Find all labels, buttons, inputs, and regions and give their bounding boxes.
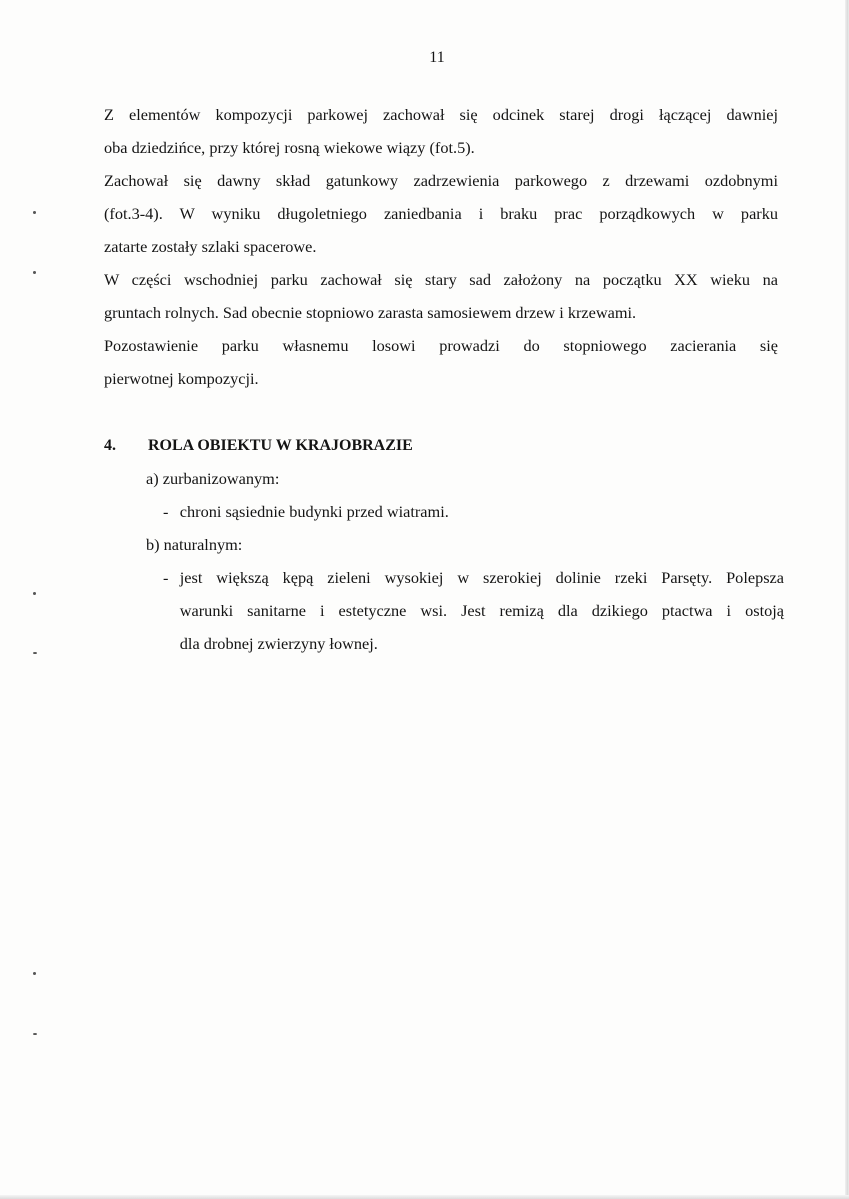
list-item-line: jest większą kępą zieleni wysokiej w szerokiej dolinie rzeki Parsęty. Polepsza (179, 568, 784, 587)
scan-speck (33, 972, 36, 975)
body-text (104, 98, 778, 395)
list-dash: - (163, 502, 169, 521)
paragraph-line: W części wschodniej parku zachował się stary sad założony na początku XX wieku na (104, 270, 778, 289)
section-number: 4. (104, 437, 116, 454)
paragraph-line: (fot.3-4). W wyniku długoletniego zaniedbania i braku prac porządkowych w parku (104, 204, 778, 223)
page-number: 11 (429, 49, 445, 66)
scan-speck (33, 592, 36, 595)
list-item-text: chroni sąsiednie budynki przed wiatrami. (179, 502, 449, 521)
scan-speck (33, 652, 37, 654)
paragraph-line: gruntach rolnych. Sad obecnie stopniowo zarasta samosiewem drzew i krzewami. (104, 303, 637, 322)
page-bottom-shadow (0, 1195, 849, 1199)
list-item (163, 561, 784, 660)
paragraph-line: pierwotnej kompozycji. (104, 369, 259, 388)
paragraph-line: zatarte zostały szlaki spacerowe. (104, 237, 317, 256)
paragraph-line: Pozostawienie parku własnemu losowi prowadzi do stopniowego zacierania się (104, 336, 778, 355)
paragraph-3 (104, 263, 778, 329)
list-item-text (180, 561, 784, 660)
paragraph-line: Zachował się dawny skład gatunkowy zadrzewienia parkowego z drzewami ozdobnymi (104, 171, 778, 190)
paragraph-2 (104, 164, 778, 263)
subsection-b-label: b) naturalnym: (146, 535, 243, 554)
section-heading (104, 429, 784, 462)
section-title: ROLA OBIEKTU W KRAJOBRAZIE (148, 437, 413, 454)
paragraph-1 (104, 98, 778, 164)
page-edge-shadow (845, 0, 848, 1199)
paragraph-line: Z elementów kompozycji parkowej zachował się odcinek starej drogi łączącej dawniej (104, 105, 778, 124)
paragraph-4 (104, 329, 778, 395)
subsection-a-label: a) zurbanizowanym: (146, 469, 280, 488)
list-item (163, 495, 784, 528)
list-dash: - (163, 568, 169, 587)
list-item-line: warunki sanitarne i estetyczne wsi. Jest remizą dla dzikiego ptactwa i ostoją (179, 601, 784, 620)
scan-speck (33, 211, 36, 214)
scan-speck (33, 271, 36, 274)
list-item-line: dla drobnej zwierzyny łownej. (179, 634, 378, 653)
scan-speck (33, 1033, 37, 1035)
section-4 (104, 429, 784, 660)
paragraph-line: oba dziedzińce, przy której rosną wiekowe wiązy (fot.5). (104, 138, 475, 157)
